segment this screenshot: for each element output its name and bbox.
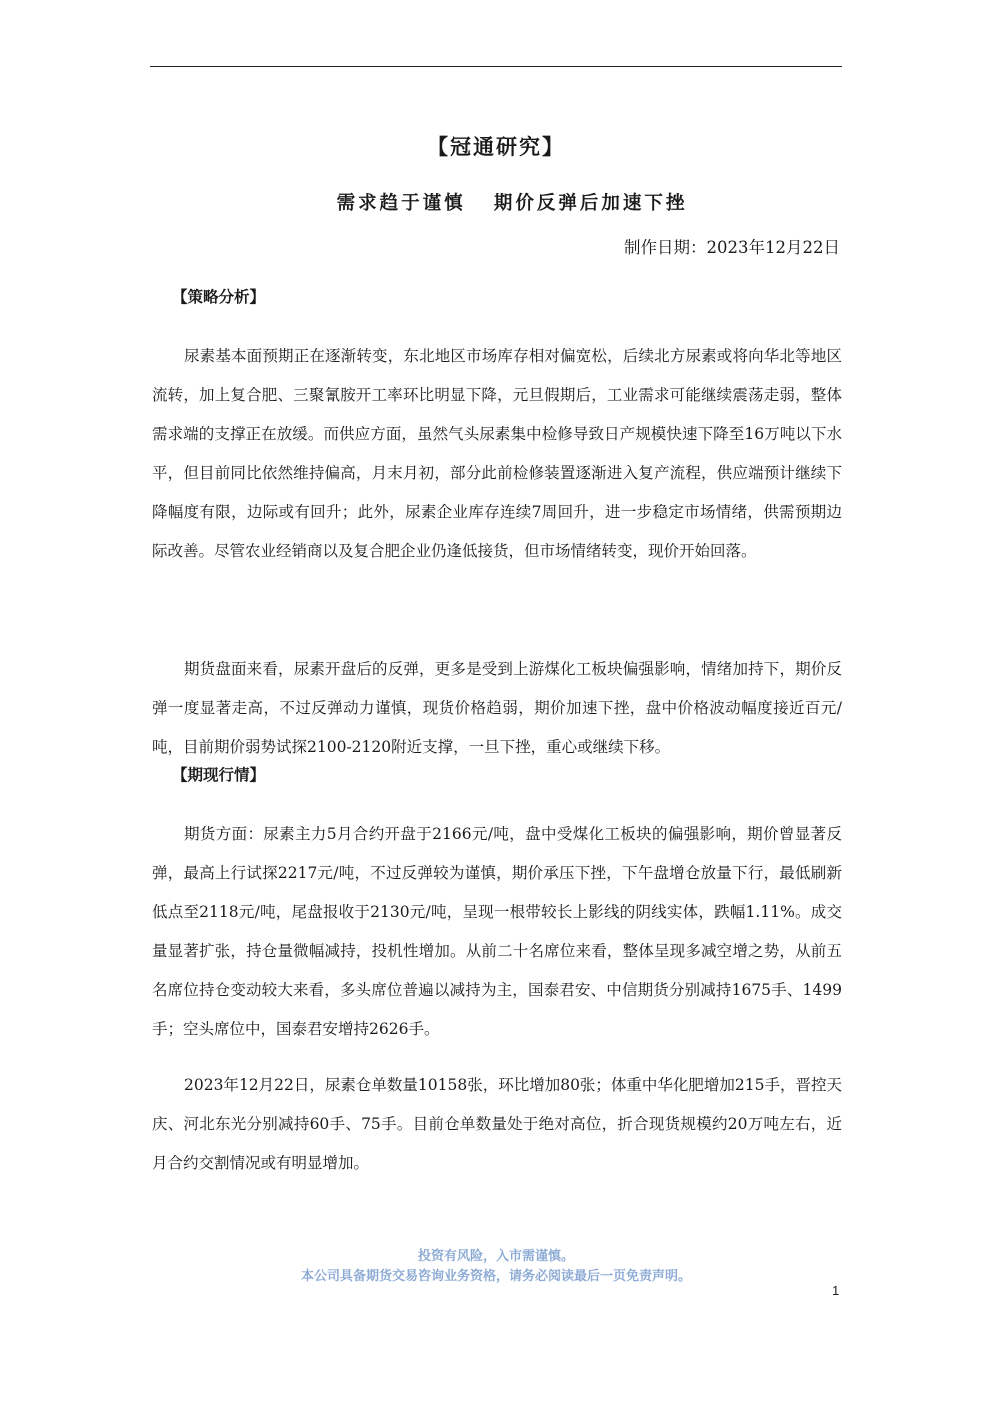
section-heading-market: 【期现行情】: [172, 765, 266, 784]
report-date: 制作日期：2023年12月22日: [624, 238, 840, 257]
section-heading-strategy: 【策略分析】: [172, 287, 266, 306]
risk-disclaimer: 投资有风险，入市需谨慎。: [417, 1249, 574, 1264]
market-paragraph-1: 期货方面：尿素主力5月合约开盘于2166元/吨，盘中受煤化工板块的偏强影响，期价曾显著反弹，最高上行试探2217元/吨，不过反弹较为谨慎，期价承压下挫，下午盘增仓放量下行，最低刷新低点至2118元/吨，尾盘报收于2130元/吨，呈现一根带较长上影线的阴线实体，跌幅1.11%。成交量显著扩张，持仓量微幅减持，投机性增加。从前二十名席位来看，整体呈现多减空增之势，从前五名席位持仓变动较大来看，多头席位普遍以减持为主，国泰君安、中信期货分别减持1675手、1499手；空头席位中，国泰君安增持2626手。: [152, 825, 842, 1038]
brand-title: 【冠通研究】: [427, 134, 565, 159]
strategy-paragraph-2: 期货盘面来看，尿素开盘后的反弹，更多是受到上游煤化工板块偏强影响，情绪加持下，期价反弹一度显著走高，不过反弹动力谨慎，现货价格趋弱，期价加速下挫，盘中价格波动幅度接近百元/吨，目前期价弱势试探2100-2120附近支撑，一旦下挫，重心或继续下移。: [152, 660, 842, 756]
header-rule: [150, 66, 842, 67]
market-paragraph-2: 2023年12月22日，尿素仓单数量10158张，环比增加80张；体重中华化肥增加215手，晋控天庆、河北东光分别减持60手、75手。目前仓单数量处于绝对高位，折合现货规模约20万吨左右，近月合约交割情况或有明显增加。: [152, 1076, 843, 1172]
page-number: 1: [832, 1283, 840, 1298]
report-headline: 需求趋于谨慎 期价反弹后加速下挫: [336, 193, 688, 214]
qualification-disclaimer: 本公司具备期货交易咨询业务资格，请务必阅读最后一页免责声明。: [300, 1269, 691, 1284]
strategy-paragraph-1: 尿素基本面预期正在逐渐转变，东北地区市场库存相对偏宽松，后续北方尿素或将向华北等地区流转，加上复合肥、三聚氰胺开工率环比明显下降，元旦假期后，工业需求可能继续震荡走弱，整体需求端的支撑正在放缓。而供应方面，虽然气头尿素集中检修导致日产规模快速下降至16万吨以下水平，但目前同比依然维持偏高，月末月初，部分此前检修装置逐渐进入复产流程，供应端预计继续下降幅度有限，边际或有回升；此外，尿素企业库存连续7周回升，进一步稳定市场情绪，供需预期边际改善。尽管农业经销商以及复合肥企业仍逢低接货，但市场情绪转变，现价开始回落。: [152, 347, 842, 560]
